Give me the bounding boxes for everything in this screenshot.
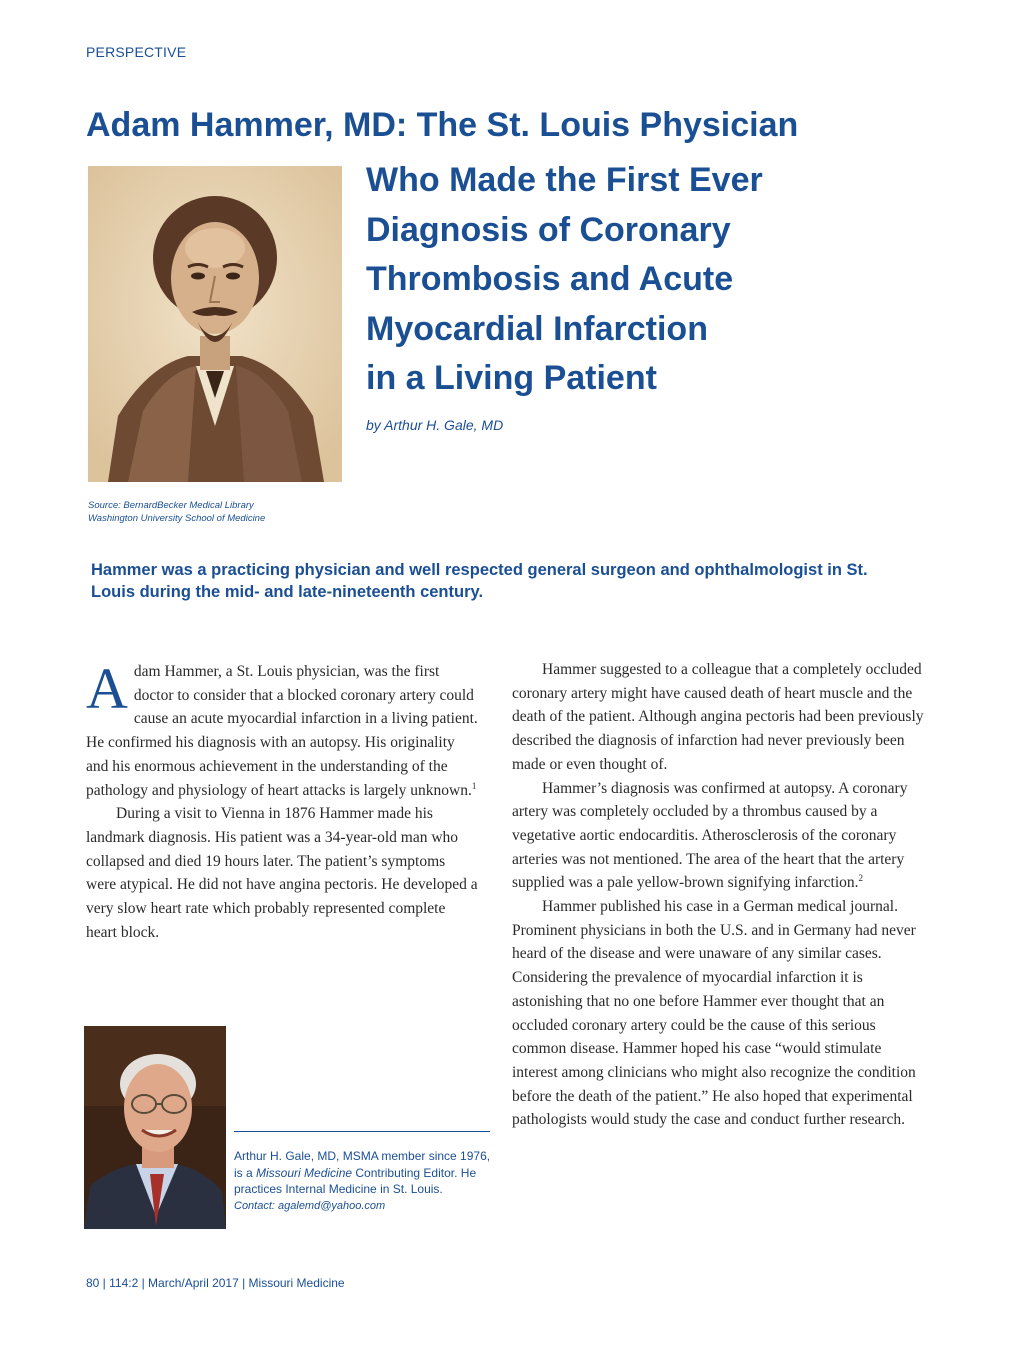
reference-marker: 1	[471, 780, 477, 791]
drop-cap: A	[86, 656, 128, 721]
body-paragraph: Hammer suggested to a colleague that a completely occluded coronary artery might have caused death of heart muscle and the death of the patient. Although angina pectoris had been previously described the diagnosis of infarction had never previously been made or even thought of.	[512, 661, 924, 773]
article-title-line: in a Living Patient	[366, 359, 657, 397]
portrait-image	[88, 166, 342, 482]
article-title-line: Who Made the First Ever	[366, 161, 763, 199]
body-paragraph	[512, 777, 924, 896]
body-paragraph: Hammer published his case in a German medical journal. Prominent physicians in both the U.S. and in Germany had never heard of the disease and were unaware of any similar cases. Considering the prevalence of myocardial infarction it is astonishing that no one before Hammer ever thought that an occluded coronary artery could be the cause of this serious common disease. Hammer hoped his case “would stimulate interest among clinicians who might also recognize the condition before the death of the patient.” He also hoped that experimental pathologists would study the case and conduct further research.	[512, 898, 916, 1129]
portrait-caption-line: Washington University School of Medicine	[88, 513, 266, 524]
body-paragraph: During a visit to Vienna in 1876 Hammer made his landmark diagnosis. His patient was a 34-year-old man who collapsed and died 19 hours later. The patient’s symptoms were atypical. He did not have angina pectoris. He developed a very slow heart rate which probably represented complete heart block.	[86, 805, 478, 941]
byline: by Arthur H. Gale, MD	[366, 417, 504, 433]
portrait-caption	[88, 499, 265, 525]
article-title-line: Thrombosis and Acute	[366, 260, 734, 298]
article-title-line-1: Adam Hammer, MD: The St. Louis Physician	[86, 106, 799, 144]
body-paragraph	[86, 656, 478, 802]
author-bio-text: Arthur H. Gale, MD, MSMA member since 1976, is a	[234, 1149, 491, 1180]
portrait-caption-line: Source: BernardBecker Medical Library	[88, 500, 254, 511]
section-label: PERSPECTIVE	[86, 44, 187, 60]
paragraph-text: dam Hammer, a St. Louis physician, was the first doctor to consider that a blocked coronary artery could cause an acute myocardial infarction in a living patient. He confirmed his diagnosis with an autopsy. His originality and his enormous achievement in the understanding of the pathology and physiology of heart attacks is largely unknown.	[86, 663, 478, 799]
paragraph-text: Hammer’s diagnosis was confirmed at autopsy. A coronary artery was completely occluded by a thrombus caused by a vegetative aortic endocarditis. Atherosclerosis of the coronary arteries was not mentioned. The area of the heart that the artery supplied was a pale yellow-brown signifying infarction.	[512, 779, 908, 892]
reference-marker: 2	[858, 873, 864, 884]
article-title-line: Diagnosis of Coronary	[366, 210, 731, 249]
body-column-left	[86, 656, 478, 944]
author-contact: Contact: agalemd@yahoo.com	[234, 1199, 386, 1212]
author-bio	[234, 1148, 494, 1214]
bio-divider	[234, 1131, 490, 1132]
article-title-line: Myocardial Infarction	[366, 309, 708, 348]
author-bio-text: Contributing Editor. He practices Internal Medicine in St. Louis.	[234, 1165, 477, 1196]
page-footer: 80 | 114:2 | March/April 2017 | Missouri Medicine	[86, 1276, 345, 1290]
body-column-right	[512, 658, 924, 1132]
lead-paragraph: Hammer was a practicing physician and well respected general surgeon and ophthalmologist in St. Louis during the mid- and late-nineteenth century.	[91, 561, 868, 601]
journal-name: Missouri Medicine	[256, 1165, 353, 1180]
author-photo	[84, 1026, 226, 1229]
article-title	[366, 156, 926, 404]
